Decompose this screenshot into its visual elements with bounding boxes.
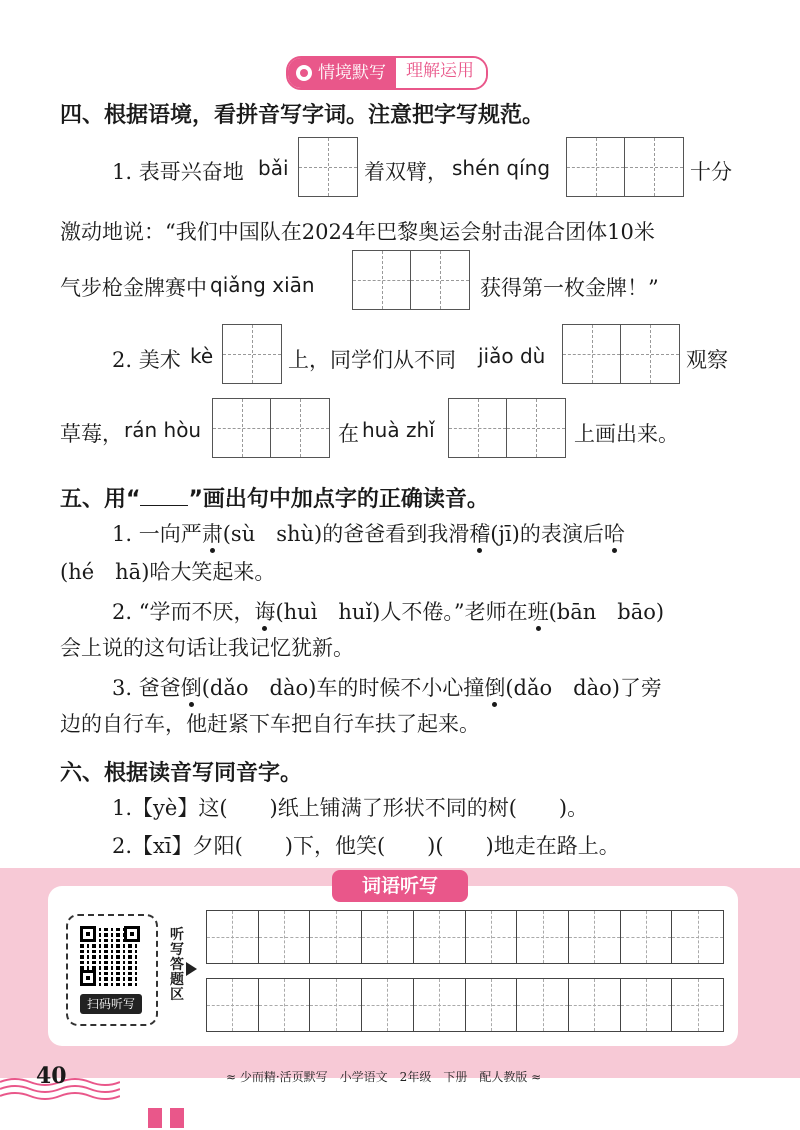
section-5-title: 五、用“ ”画出句中加点字的正确读音。 <box>60 487 489 512</box>
footer-text: ≈ 少而精·活页默写 小学语文 2年级 下册 配人教版 ≈ <box>226 1070 542 1084</box>
dictation-row-1[interactable] <box>206 910 724 964</box>
answer-box-q1-2[interactable] <box>566 137 684 197</box>
s4-q2-text-b: 上，同学们从不同 <box>288 348 456 372</box>
dotted-char: 肃 <box>201 522 223 546</box>
s4-q2-pinyin-3: rán hòu <box>124 418 202 442</box>
answer-box-q2-3[interactable] <box>212 398 330 458</box>
s4-q2-text-a: 2. 美术 <box>112 348 181 372</box>
s5-q1-line-1: 1. 一向严肃(sù shù)的爸爸看到我滑稽(jī)的表演后哈 <box>112 522 625 546</box>
s4-q1-pinyin-3: qiǎng xiān <box>210 273 315 297</box>
medal-icon <box>296 65 312 81</box>
s4-q2-text-c: 观察 <box>686 348 728 372</box>
section-4-title: 四、根据语境，看拼音写字词。注意把字写规范。 <box>60 103 545 128</box>
page-number: 40 <box>36 1063 67 1089</box>
dotted-char: 稽 <box>469 522 491 546</box>
badge-right-label: 理解运用 <box>396 58 486 88</box>
s5-q2-line-2: 会上说的这句话让我记忆犹新。 <box>60 636 354 660</box>
s5-q1-line-2: (hé hā)哈大笑起来。 <box>60 560 276 584</box>
s5-q2-line-1: 2. “学而不厌，诲(huì huǐ)人不倦。”老师在班(bān bāo) <box>112 600 665 624</box>
s4-q2-pinyin-1: kè <box>190 344 214 368</box>
answer-box-q2-4[interactable] <box>448 398 566 458</box>
s4-q1-line-3b: 获得第一枚金牌！” <box>480 276 659 300</box>
dotted-char: 诲 <box>254 600 276 624</box>
s4-q2-line-2b: 在 <box>338 422 359 446</box>
edge-tab <box>148 1108 162 1128</box>
answer-area-label: 听写答题区 <box>170 927 184 1003</box>
dictation-title: 词语听写 <box>332 870 468 902</box>
scan-label[interactable]: 扫码听写 <box>80 994 142 1014</box>
dotted-char: 倒 <box>180 676 202 700</box>
s4-q1-text-c: 十分 <box>690 160 732 184</box>
s4-q2-line-2a: 草莓， <box>60 422 123 446</box>
arrow-right-icon <box>186 962 197 976</box>
edge-tab <box>170 1108 184 1128</box>
s4-q1-pinyin-1: bǎi <box>258 156 289 180</box>
section-badge <box>286 56 488 90</box>
s4-q1-pinyin-2: shén qíng <box>452 156 551 180</box>
badge-left-label: 情境默写 <box>318 63 386 83</box>
s4-q1-text-a: 1. 表哥兴奋地 <box>112 160 244 184</box>
answer-box-q2-1[interactable] <box>222 324 282 384</box>
s4-q2-pinyin-2: jiǎo dù <box>478 344 546 368</box>
dotted-char: 哈 <box>603 522 625 546</box>
s4-q1-text-b: 着双臂， <box>364 160 448 184</box>
s4-q1-line-2: 激动地说：“我们中国队在2024年巴黎奥运会射击混合团体10米 <box>60 220 655 244</box>
section-6-title: 六、根据读音写同音字。 <box>60 761 303 786</box>
s6-q2: 2.【xī】夕阳( )下，他笑( )( )地走在路上。 <box>112 834 620 858</box>
dotted-char: 倒 <box>484 676 506 700</box>
answer-box-q1-3[interactable] <box>352 250 470 310</box>
underline-sample <box>140 485 188 506</box>
answer-box-q2-2[interactable] <box>562 324 680 384</box>
dotted-char: 班 <box>527 600 549 624</box>
dictation-row-2[interactable] <box>206 978 724 1032</box>
s4-q1-line-3a: 气步枪金牌赛中 <box>60 276 207 300</box>
s5-q3-line-2: 边的自行车，他赶紧下车把自行车扶了起来。 <box>60 712 480 736</box>
s5-q3-line-1: 3. 爸爸倒(dǎo dào)车的时候不小心撞倒(dǎo dào)了旁 <box>112 676 662 700</box>
s6-q1: 1.【yè】这( )纸上铺满了形状不同的树( )。 <box>112 796 589 820</box>
s4-q2-line-2c: 上画出来。 <box>574 422 679 446</box>
answer-box-q1-1[interactable] <box>298 137 358 197</box>
s4-q2-pinyin-4: huà zhǐ <box>362 418 435 442</box>
